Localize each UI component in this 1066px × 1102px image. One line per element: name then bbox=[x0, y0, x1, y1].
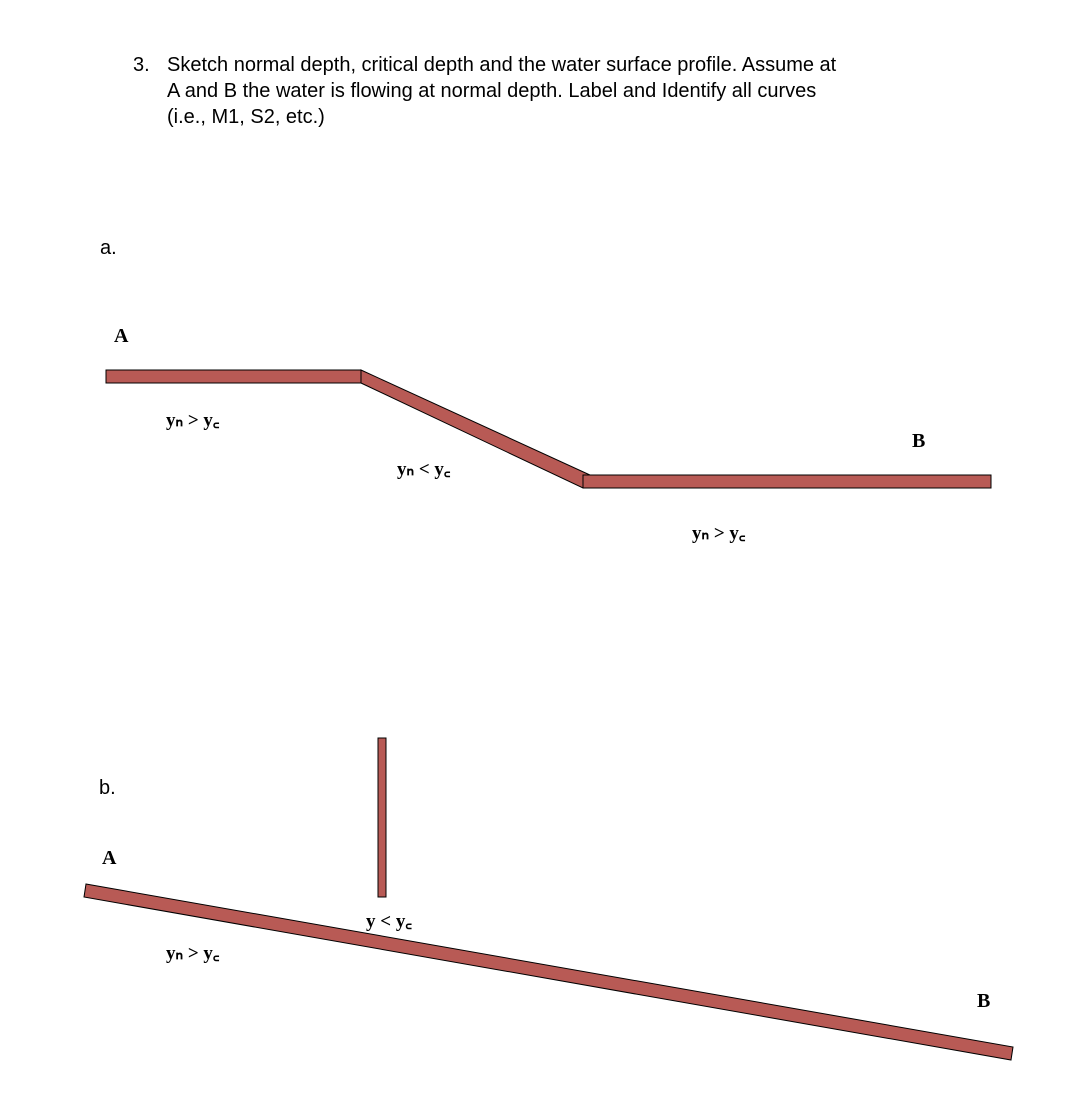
part-a-mild-reach-downstream bbox=[583, 475, 991, 488]
question-line-1: Sketch normal depth, critical depth and the water surface profile. Assume at bbox=[167, 54, 837, 76]
part-a-point-A: A bbox=[114, 325, 129, 347]
part-a-reach1-condition: yₙ > y꜀ bbox=[166, 410, 220, 431]
part-b-channel bbox=[84, 738, 1013, 1060]
part-b-sloped-channel bbox=[84, 884, 1013, 1060]
part-a-channel bbox=[106, 370, 991, 488]
question-line-3: (i.e., M1, S2, etc.) bbox=[167, 106, 325, 128]
part-a-reach3-condition: yₙ > y꜀ bbox=[692, 523, 746, 544]
part-b-point-A: A bbox=[102, 847, 117, 869]
question-number: 3. bbox=[133, 54, 150, 76]
part-a-steep-reach bbox=[361, 370, 590, 488]
part-b-gate-condition: y < y꜀ bbox=[366, 911, 412, 932]
part-b-point-B: B bbox=[977, 990, 991, 1012]
part-b-label: b. bbox=[99, 777, 116, 799]
part-b-sluice-gate bbox=[378, 738, 386, 897]
question-line-2: A and B the water is flowing at normal depth. Label and Identify all curves bbox=[167, 80, 817, 102]
part-a-mild-reach-upstream bbox=[106, 370, 361, 383]
part-a-label: a. bbox=[100, 237, 117, 259]
part-b-channel-condition: yₙ > y꜀ bbox=[166, 943, 220, 964]
part-a-point-B: B bbox=[912, 430, 926, 452]
part-a-reach2-condition: yₙ < y꜀ bbox=[397, 459, 451, 480]
